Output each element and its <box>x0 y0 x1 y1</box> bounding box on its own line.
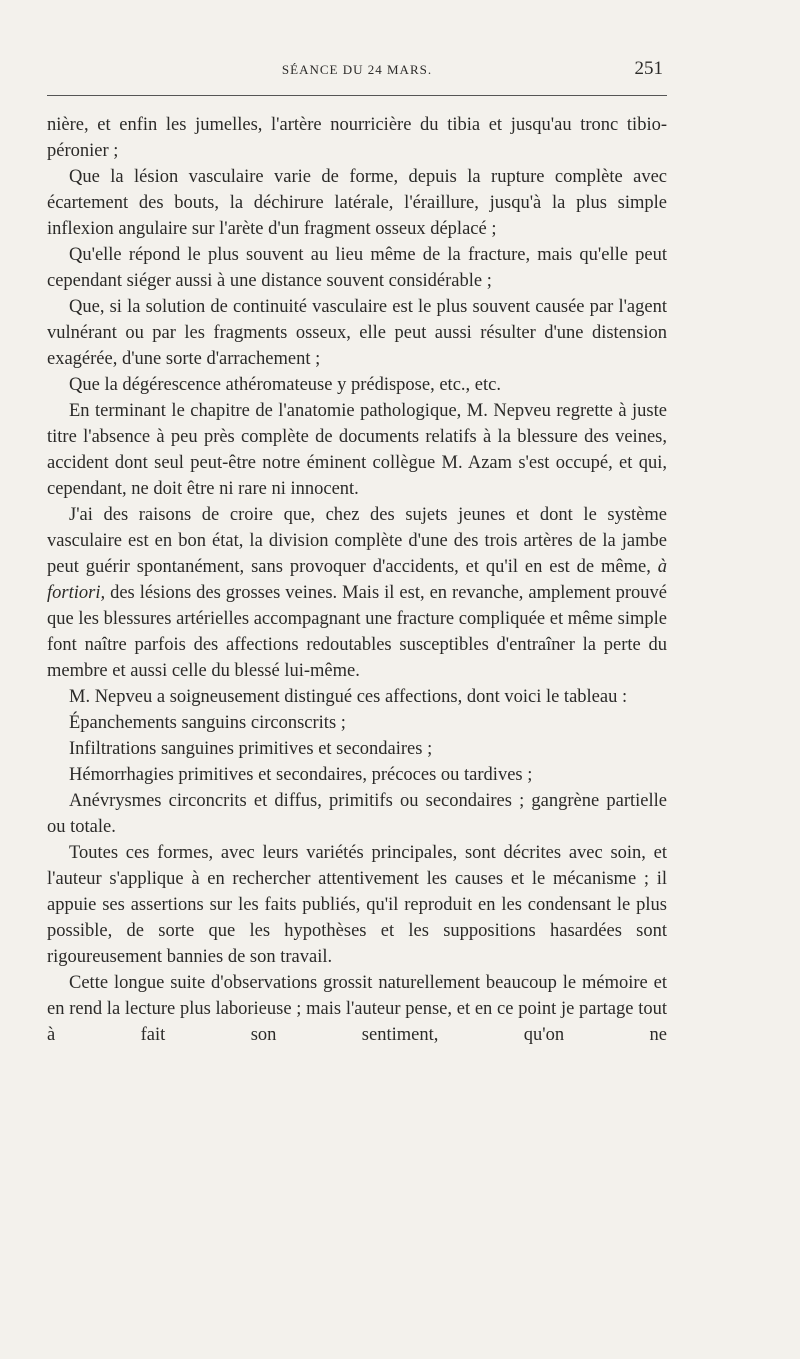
header-rule <box>47 95 667 96</box>
paragraph-lieu-fracture: Qu'elle répond le plus souvent au lieu même de la fracture, mais qu'elle peut cependant siéger aussi à une distance souvent considérable ; <box>47 245 667 291</box>
fortiori-before: J'ai des raisons de croire que, chez des sujets jeunes et dont le système vasculaire est en bon état, la division complète d'une des trois artères de la jambe peut guérir spontanément, sans provoquer d'accidents, et qu'il en est de même, <box>47 505 667 577</box>
paragraph-formes-decrites: Toutes ces formes, avec leurs variétés principales, sont décrites avec soin, et l'auteur s'applique à en rechercher attentivement les causes et le mécanisme ; il appuie ses assertions sur les faits publiés, qu'il reproduit en les condensant le plus possible, de sorte que les hypothèses et les suppositions hasardées sont rigoureusement bannies de son travail. <box>47 843 667 967</box>
list-item-epanchements: Épanchements sanguins circonscrits ; <box>69 713 346 733</box>
page-number: 251 <box>634 58 663 79</box>
running-title: SÉANCE DU 24 MARS. <box>281 62 433 77</box>
page-header <box>47 58 667 82</box>
paragraph-degenerescence: Que la dégérescence athéromateuse y prédispose, etc., etc. <box>69 375 501 395</box>
list-item-anevrysmes: Anévrysmes circoncrits et diffus, primitifs ou secondaires ; gangrène partielle ou totale. <box>47 791 667 837</box>
list-item-infiltrations: Infiltrations sanguines primitives et secondaires ; <box>69 739 433 759</box>
paragraph-tableau-intro: M. Nepveu a soigneusement distingué ces affections, dont voici le tableau : <box>69 687 628 707</box>
fortiori-after: des lésions des grosses veines. Mais il est, en revanche, amplement prouvé que les blessures artérielles accompagnant une fracture compliquée et même simple font naître parfois des affections redoutables susceptibles d'entraîner la perte du membre et aussi celle du blessé lui-même. <box>47 583 667 681</box>
paragraph-raisons-croire <box>47 502 667 684</box>
paragraph-anatomie-pathologique: En terminant le chapitre de l'anatomie pathologique, M. Nepveu regrette à juste titre l'absence à peu près complète de documents relatifs à la blessure des veines, accident dont seul peut-être notre éminent collègue M. Azam s'est occupé, et qui, cependant, ne doit être ni rare ni innocent. <box>47 401 667 499</box>
fortiori-emphasis: à fortiori, <box>47 557 667 603</box>
paragraph-continuation: nière, et enfin les jumelles, l'artère nourricière du tibia et jusqu'au tronc tibio-péronier ; <box>47 115 667 161</box>
paragraph-solution-continuite: Que, si la solution de continuité vasculaire est le plus souvent causée par l'agent vulnérant ou par les fragments osseux, elle peut aussi résulter d'une distension exagérée, d'une sorte d'arrachement ; <box>47 297 667 369</box>
paragraph-longue-suite: Cette longue suite d'observations grossit naturellement beaucoup le mémoire et en rend la lecture plus laborieuse ; mais l'auteur pense, et en ce point je partage tout à fait son sentiment, qu'on ne <box>47 973 667 1045</box>
body-text <box>47 112 667 1048</box>
paragraph-lesion-forme: Que la lésion vasculaire varie de forme, depuis la rupture complète avec écartement des bouts, la déchirure latérale, l'éraillure, jusqu'à la plus simple inflexion angulaire sur l'arète d'un fragment osseux déplacé ; <box>47 167 667 239</box>
list-item-hemorrhagies: Hémorrhagies primitives et secondaires, précoces ou tardives ; <box>69 765 533 785</box>
